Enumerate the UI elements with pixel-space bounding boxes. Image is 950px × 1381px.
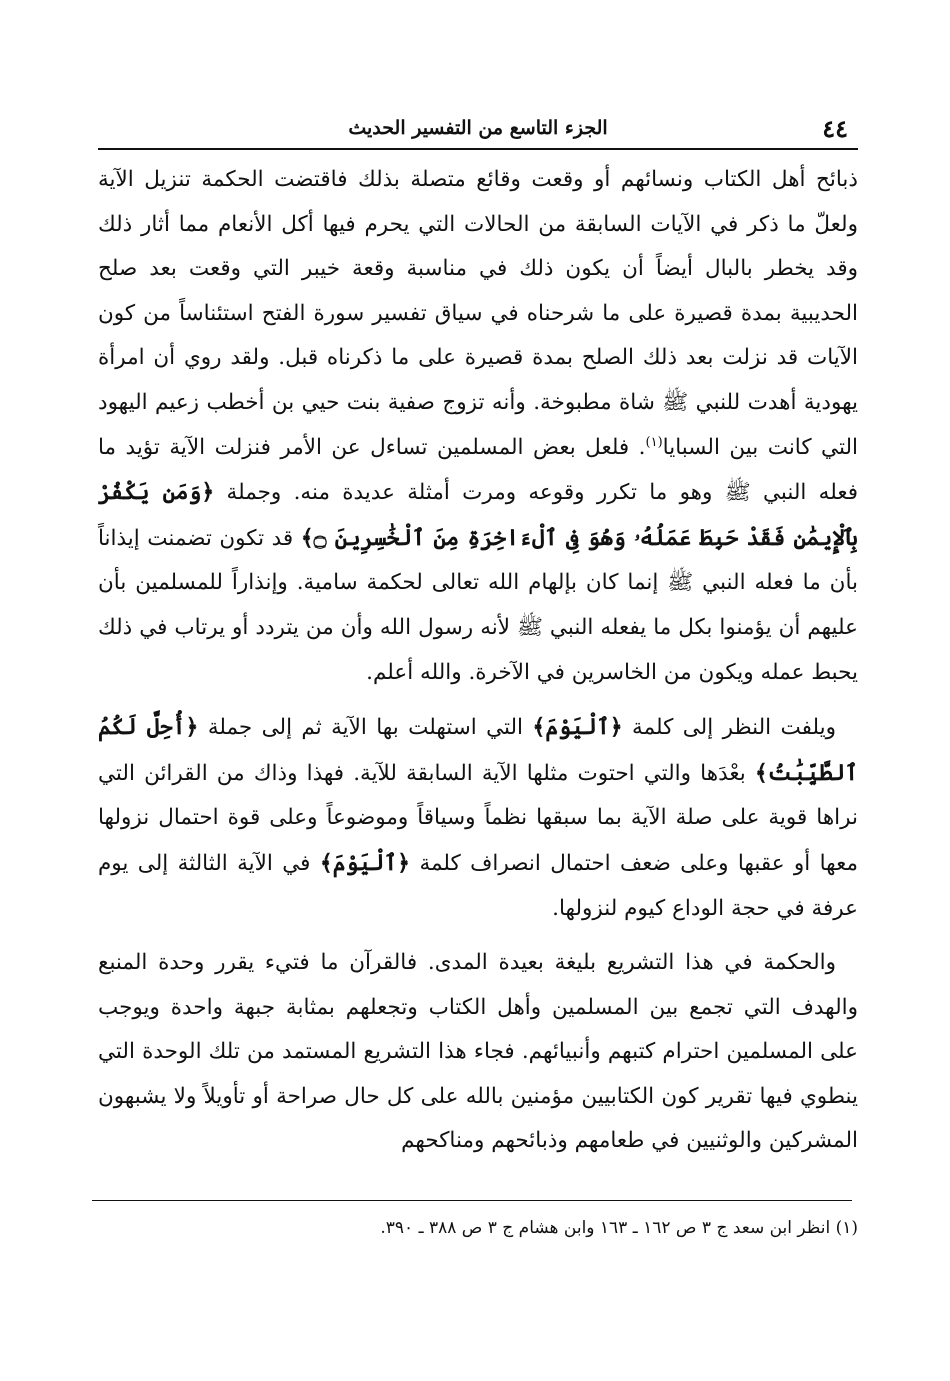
- running-header: [98, 112, 858, 150]
- footnote: (١) انظر ابن سعد ج ٣ ص ١٦٢ ـ ١٦٣ وابن هشام ج ٣ ص ٣٨٨ ـ ٣٩٠.: [380, 1218, 858, 1238]
- paragraph-1-text-a: ذبائح أهل الكتاب ونسائهم أو وقعت وقائع متصلة بذلك فاقتضت الحكمة تنزيل الآية ولعلّ ما ذكر في الآيات السابقة من الحالات التي يحرم فيها أكل الأنعام مما أثار ذلك وقد يخطر بالبال أيضاً أن يكون ذلك في مناسبة وقعة خيبر التي وقعت بعد صلح الحديبية بمدة قصيرة على ما شرحناه في سياق تفسير سورة الفتح استئناساً من كون الآيات قد نزلت بعد ذلك الصلح بمدة قصيرة على ما ذكرناه قبل. ولقد روي أن امرأة يهودية أهدت للنبي ﷺ شاة مطبوخة. وأنه تزوج صفية بنت حيي بن أخطب زعيم اليهود التي كانت بين السبايا: [98, 167, 858, 460]
- paragraph-3: والحكمة في هذا التشريع بليغة بعيدة المدى. فالقرآن ما فتيء يقرر وحدة المنبع والهدف التي تجمع بين المسلمين وأهل الكتاب وتجعلهم بمثابة جبهة واحدة ويوجب على المسلمين احترام كتبهم وأنبيائهم. فجاء هذا التشريع المستمد من تلك الوحدة التي ينطوي فيها تقرير كون الكتابيين مؤمنين بالله على كل حال صراحة أو تأويلاً ولا يشبهون المشركين والوثنيين في طعامهم وذبائحهم ومناكحهم: [98, 950, 858, 1154]
- footnote-divider: [92, 1200, 852, 1201]
- body-text: [98, 158, 858, 1164]
- paragraph-1-text-c: قد تكون تضمنت إيذاناً بأن ما فعله النبي ﷺ إنما كان بإلهام الله تعالى لحكمة سامية. وإنذاراً للمسلمين بأن عليهم أن يؤمنوا بكل ما يفعله النبي ﷺ لأنه رسول الله وأن من يتردد أو يرتاب في ذلك يحبط عمله ويكون من الخاسرين في الآخرة. والله أعلم.: [98, 525, 858, 685]
- quran-word-alyawm: ﴿ٱلْيَوْمَ﴾: [532, 714, 623, 741]
- paragraph-2-text-d: في الآية الثالثة إلى يوم عرفة في حجة الوداع كيوم لنزولها.: [98, 850, 858, 921]
- quran-phrase-uhilla: ﴿أُحِلَّ لَكُمُ ٱلطَّيِّبَٰتُ﴾: [98, 714, 858, 786]
- paragraph-1: [98, 158, 858, 695]
- paragraph-2-text-a: ويلفت النظر إلى كلمة: [632, 715, 836, 741]
- footnote-reference: (١): [645, 434, 663, 450]
- quran-word-alyawm-2: ﴿ٱلْيَوْمَ﴾: [319, 849, 411, 876]
- paragraph-1-text-b: . فلعل بعض المسلمين تساءل عن الأمر فنزلت الآية تؤيد ما فعله النبي ﷺ وهو ما تكرر وقوعه ومرت أمثلة عديدة منه. وجملة: [98, 434, 858, 506]
- paragraph-2-text-b: التي استهلت بها الآية ثم إلى جملة: [207, 715, 524, 741]
- page-number: ٤٤: [822, 114, 848, 143]
- paragraph-2-text-c: بعْدَها والتي احتوت مثلها الآية السابقة للآية. فهذا وذاك من القرائن التي نراها قوية على صلة الآية بما سبقها نظماً وسياقاً وموضوعاً وعلى قوة احتمال نزولها معها أو عقبها وعلى ضعف احتمال انصراف كلمة: [98, 760, 858, 876]
- header-title: الجزء التاسع من التفسير الحديث: [348, 117, 608, 139]
- paragraph-2: [98, 705, 858, 931]
- quran-verse: ﴿وَمَن يَكْفُرْ بِٱلْإِيمَٰنِ فَقَدْ حَبِطَ عَمَلُهُۥ وَهُوَ فِى ٱلْءَاخِرَةِ مِنَ ٱلْخَٰسِرِينَ ۝﴾: [98, 479, 858, 551]
